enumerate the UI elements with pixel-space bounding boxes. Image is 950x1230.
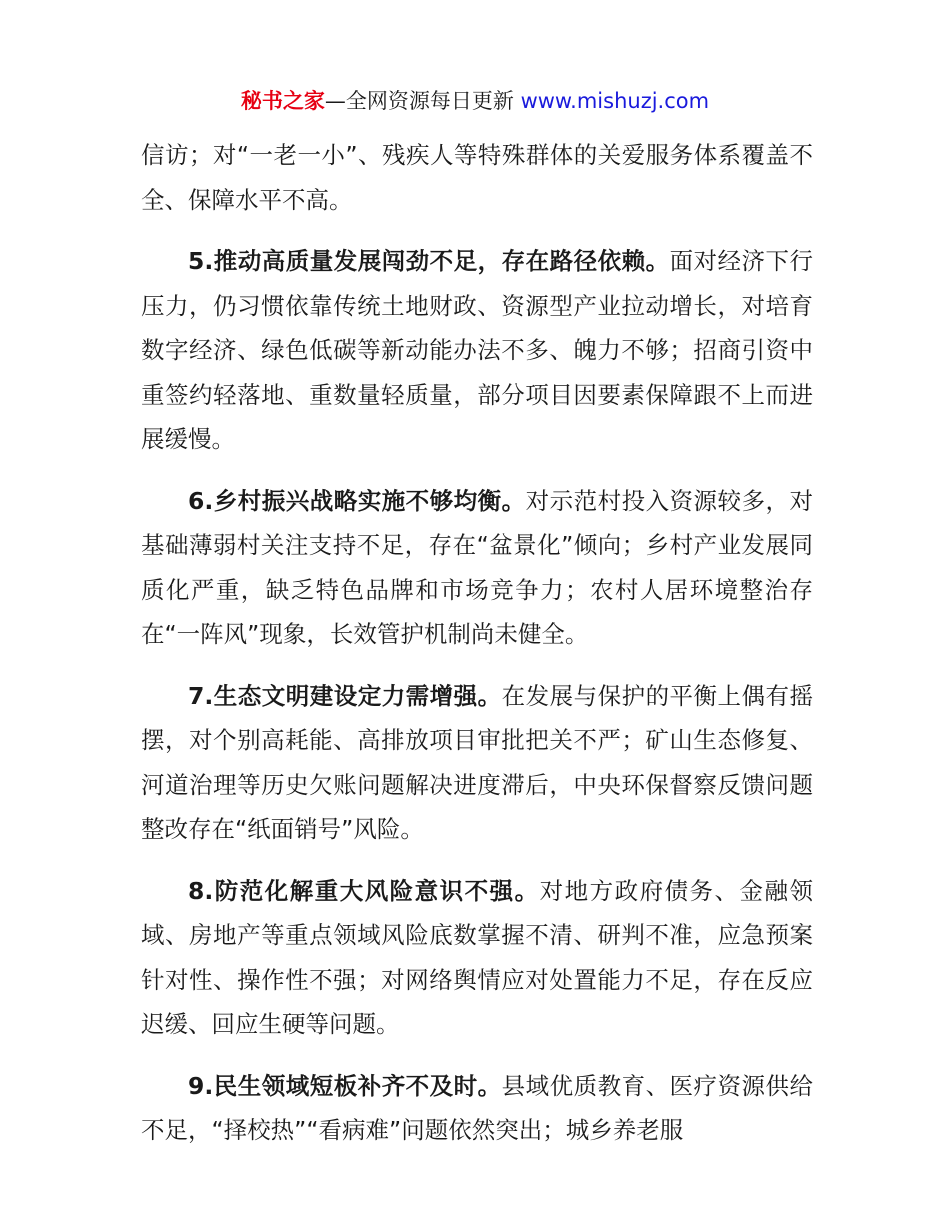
- paragraph-heading: 9.民生领域短板补齐不及时。: [188, 1071, 502, 1100]
- site-header: [0, 86, 950, 116]
- paragraph-text: 对示范村投入资源较多，对基础薄弱村关注支持不足，存在“盆景化”倾向；乡村产业发展同质化严重，缺乏特色品牌和市场竞争力；农村人居环境整治存在“一阵风”现象，长效管护机制尚未健全。: [141, 486, 814, 648]
- paragraph-heading: 7.生态文明建设定力需增强。: [188, 681, 502, 710]
- site-brand: 秘书之家: [240, 89, 325, 113]
- paragraph-text: 在发展与保护的平衡上偶有摇摆，对个别高耗能、高排放项目审批把关不严；矿山生态修复、河道治理等历史欠账问题解决进度滞后，中央环保督察反馈问题整改存在“纸面销号”风险。: [141, 681, 814, 843]
- paragraph-item-5: [141, 239, 813, 462]
- paragraph-text: 对地方政府债务、金融领域、房地产等重点领域风险底数掌握不清、研判不准，应急预案针对性、操作性不强；对网络舆情应对处置能力不足，存在反应迟缓、回应生硬等问题。: [141, 876, 814, 1038]
- paragraph-heading: 8.防范化解重大风险意识不强。: [188, 876, 540, 905]
- paragraph-heading: 6.乡村振兴战略实施不够均衡。: [188, 486, 526, 515]
- paragraph-item-8: [141, 869, 813, 1047]
- document-body: [141, 133, 813, 1170]
- site-tagline: —全网资源每日更新: [324, 89, 521, 113]
- paragraph-heading: 5.推动高质量发展闯劲不足，存在路径依赖。: [188, 247, 670, 275]
- paragraph-text: 信访；对“一老一小”、残疾人等特殊群体的关爱服务体系覆盖不全、保障水平不高。: [141, 141, 813, 214]
- paragraph-item-6: [141, 479, 813, 657]
- paragraph-continued: [141, 133, 813, 222]
- paragraph-text: 面对经济下行压力，仍习惯依靠传统土地财政、资源型产业拉动增长，对培育数字经济、绿色低碳等新动能办法不多、魄力不够；招商引资中重签约轻落地、重数量轻质量，部分项目因要素保障跟不上而进展缓慢。: [141, 247, 814, 453]
- site-url-link[interactable]: www.mishuzj.com: [520, 89, 710, 113]
- paragraph-item-7: [141, 674, 813, 852]
- paragraph-item-9: [141, 1064, 813, 1153]
- paragraph-text: 县域优质教育、医疗资源供给不足，“择校热”“看病难”问题依然突出；城乡养老服: [141, 1071, 814, 1144]
